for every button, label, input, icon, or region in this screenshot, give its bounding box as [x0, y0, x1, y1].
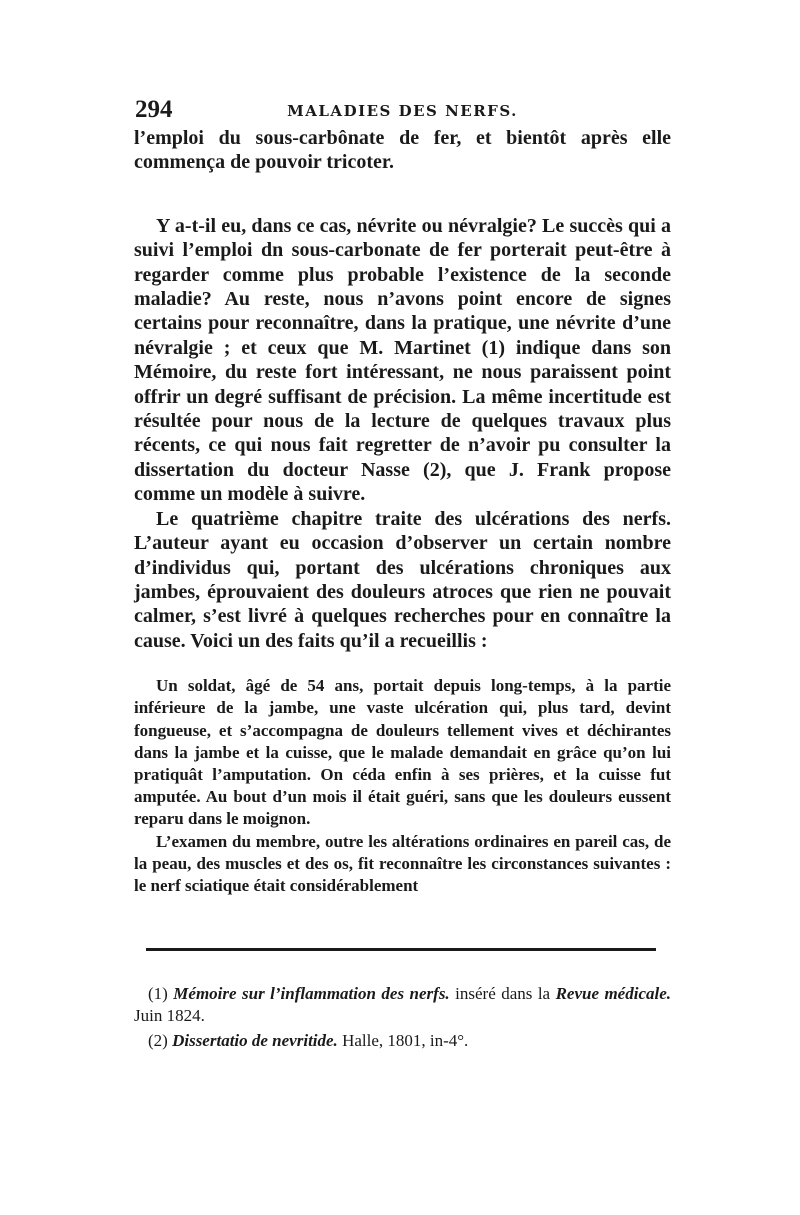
- body-text: [134, 126, 671, 897]
- footnote-journal: Revue médicale.: [555, 984, 672, 1003]
- footnote-date: Halle, 1801, in-4°.: [342, 1031, 469, 1050]
- paragraph-nevrite-question: Y a-t-il eu, dans ce cas, névrite ou névralgie? Le succès qui a suivi l’emploi dn sous-carbonate de fer porterait peut-être à regarder comme plus probable l’existence de la seconde maladie? Au reste, nous n’avons point encore de signes certains pour reconnaître, dans la pratique, une névrite d’une névralgie ; et ceux que M. Martinet (1) indique dans son Mémoire, du reste fort intéressant, ne nous paraissent point offrir un degré suffisant de précision. La même incertitude est résultée pour nous de la lecture de quelques travaux plus récents, ce qui nous fait regretter de n’avoir pu consulter la dissertation du docteur Nasse (2), que J. Frank propose comme un modèle à suivre.: [134, 214, 671, 506]
- footnote-2: [134, 1030, 671, 1052]
- page-header: [135, 96, 670, 126]
- footnote-date: Juin 1824.: [134, 1006, 205, 1025]
- footnote-rule: [146, 948, 656, 951]
- footnote-mark: (2): [148, 1031, 168, 1050]
- footnote-title: Dissertatio de nevritide.: [172, 1031, 338, 1050]
- running-title: MALADIES DES NERFS.: [287, 102, 518, 120]
- footnote-text: inséré dans la: [455, 984, 551, 1003]
- paragraph-chapter-four: Le quatrième chapitre traite des ulcérations des nerfs. L’auteur ayant eu occasion d’observer un certain nombre d’individus qui, portant des ulcérations chroniques aux jambes, éprouvaient des douleurs atroces que rien ne pouvait calmer, s’est livré à quelques recherches pour en connaître la cause. Voici un des faits qu’il a recueillis :: [134, 507, 671, 652]
- page-number: 294: [135, 96, 173, 123]
- quote-examination: L’examen du membre, outre les altérations ordinaires en pareil cas, de la peau, des muscles et des os, fit reconnaître les circonstances suivantes : le nerf sciatique était considérablement: [134, 831, 671, 895]
- footnotes: [134, 983, 671, 1055]
- footnote-mark: (1): [148, 984, 168, 1003]
- quote-gap: [134, 653, 671, 675]
- paragraph-continuation: l’emploi du sous-carbônate de fer, et bientôt après elle commença de pouvoir tricoter.: [134, 127, 671, 174]
- footnote-1: [134, 983, 671, 1027]
- paragraph-gap: [134, 175, 671, 214]
- quote-soldier-case: Un soldat, âgé de 54 ans, portait depuis long-temps, à la partie inférieure de la jambe, une vaste ulcération qui, plus tard, devint fongueuse, et s’accompagna de douleurs tellement vives et déchirantes dans la jambe et la cuisse, que le malade demandait en grâce qu’on lui pratiquât l’amputation. On céda enfin à ses prières, et la cuisse fut amputée. Au bout d’un mois il était guéri, sans que les douleurs eussent reparu dans le moignon.: [134, 676, 671, 829]
- footnote-title: Mémoire sur l’inflammation des nerfs.: [173, 984, 450, 1003]
